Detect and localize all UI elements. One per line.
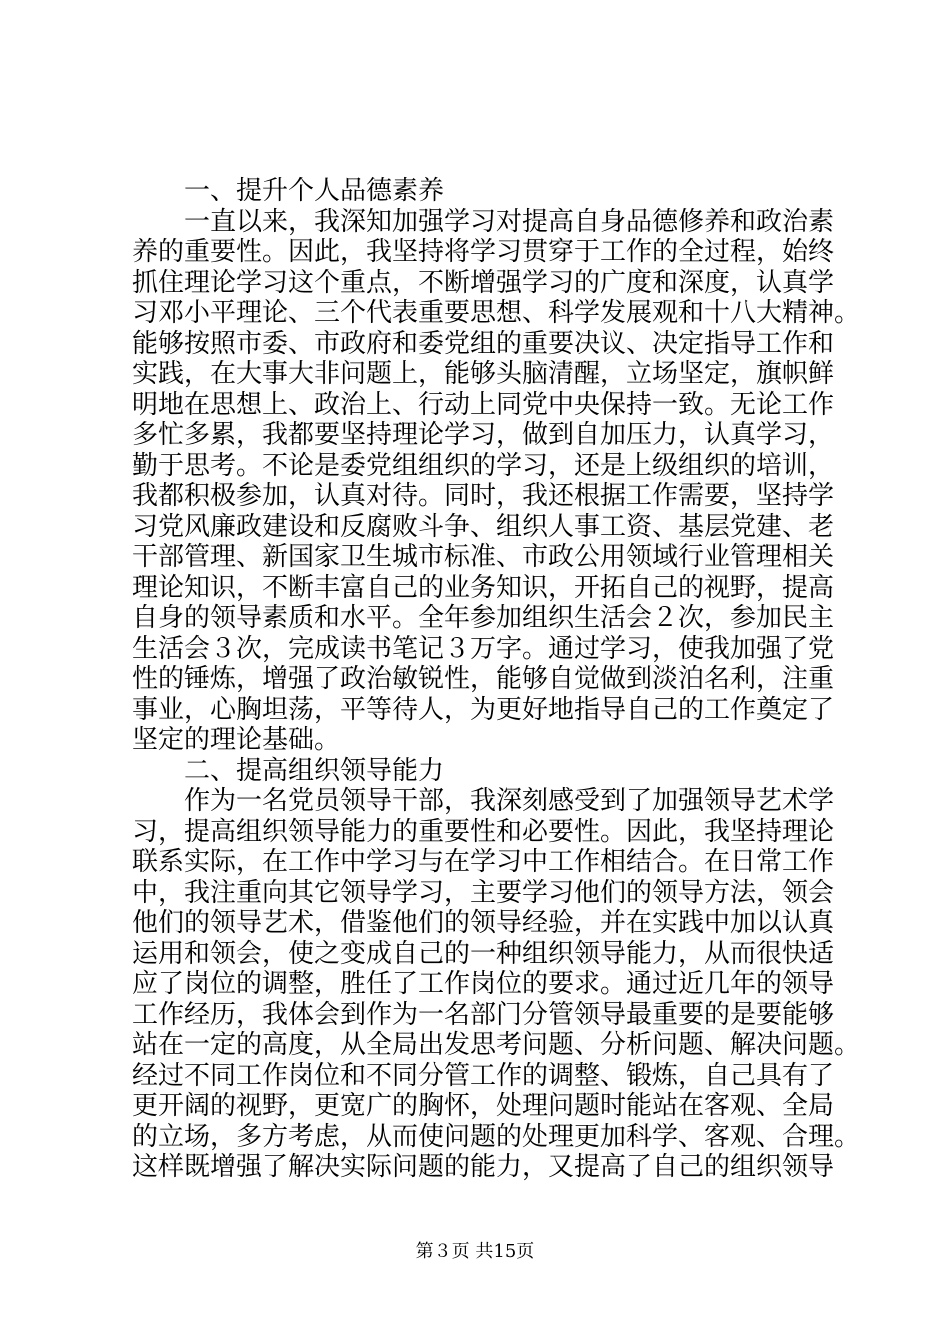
paragraph-line: 一直以来，我深知加强学习对提高自身品德修养和政治素 — [184, 206, 835, 237]
paragraph-line: 联系实际，在工作中学习与在学习中工作相结合。在日常工作 — [132, 847, 835, 877]
paragraph-line: 自身的领导素质和水平。全年参加组织生活会２次，参加民主 — [132, 603, 835, 633]
paragraph-line: 中，我注重向其它领导学习，主要学习他们的领导方法，领会 — [132, 877, 835, 908]
paragraph-line: 理论知识，不断丰富自己的业务知识，开拓自己的视野，提高 — [132, 572, 835, 603]
paragraph-line: 坚定的理论基础。 — [132, 725, 341, 755]
paragraph-line: 这样既增强了解决实际问题的能力，又提高了自己的组织领导 — [132, 1152, 835, 1182]
paragraph-line: 习邓小平理论、三个代表重要思想、科学发展观和十八大精神。 — [132, 298, 861, 328]
paragraph-line: 干部管理、新国家卫生城市标准、市政公用领域行业管理相关 — [132, 542, 835, 572]
paragraph-line: 勤于思考。不论是委党组组织的学习，还是上级组织的培训， — [132, 450, 835, 481]
paragraph-line: 我都积极参加，认真对待。同时，我还根据工作需要，坚持学 — [132, 481, 835, 511]
paragraph-line: 站在一定的高度，从全局出发思考问题、分析问题、解决问题。 — [132, 1030, 861, 1060]
paragraph-line: 经过不同工作岗位和不同分管工作的调整、锻炼，自己具有了 — [132, 1060, 835, 1091]
paragraph-line: 养的重要性。因此，我坚持将学习贯穿于工作的全过程，始终 — [132, 237, 835, 267]
paragraph-line: 工作经历，我体会到作为一名部门分管领导最重要的是要能够 — [132, 999, 835, 1030]
paragraph-line: 运用和领会，使之变成自己的一种组织领导能力，从而很快适 — [132, 938, 835, 969]
paragraph-line: 明地在思想上、政治上、行动上同党中央保持一致。无论工作 — [132, 389, 835, 420]
section-2 — [132, 755, 861, 1183]
paragraph-line: 能够按照市委、市政府和委党组的重要决议、决定指导工作和 — [132, 328, 835, 359]
paragraph-line: 生活会３次，完成读书笔记３万字。通过学习，使我加强了党 — [132, 633, 835, 664]
paragraph-line: 性的锤炼，增强了政治敏锐性，能够自觉做到淡泊名利，注重 — [132, 664, 835, 694]
page-footer: 第３页 共15页 — [415, 1241, 535, 1262]
paragraph-line: 事业，心胸坦荡，平等待人，为更好地指导自己的工作奠定了 — [132, 694, 835, 725]
paragraph-line: 应了岗位的调整，胜任了工作岗位的要求。通过近几年的领导 — [132, 969, 835, 999]
paragraph-line: 更开阔的视野，更宽广的胸怀，处理问题时能站在客观、全局 — [132, 1091, 835, 1121]
paragraph-line: 实践，在大事大非问题上，能够头脑清醒，立场坚定，旗帜鲜 — [132, 359, 835, 389]
section-heading: 一、提升个人品德素养 — [184, 176, 445, 206]
paragraph-line: 习党风廉政建设和反腐败斗争、组织人事工资、基层党建、老 — [132, 511, 835, 542]
paragraph-line: 的立场，多方考虑，从而使问题的处理更加科学、客观、合理。 — [132, 1121, 861, 1152]
section-heading: 二、提高组织领导能力 — [184, 755, 445, 786]
paragraph-line: 他们的领导艺术，借鉴他们的领导经验，并在实践中加以认真 — [132, 908, 835, 938]
paragraph-line: 习，提高组织领导能力的重要性和必要性。因此，我坚持理论 — [132, 816, 835, 847]
paragraph-line: 抓住理论学习这个重点，不断增强学习的广度和深度，认真学 — [132, 267, 835, 298]
paragraph-line: 多忙多累，我都要坚持理论学习，做到自加压力，认真学习， — [132, 420, 835, 450]
section-1 — [132, 176, 861, 756]
document-body — [132, 176, 861, 1183]
paragraph-line: 作为一名党员领导干部，我深刻感受到了加强领导艺术学 — [184, 786, 835, 816]
